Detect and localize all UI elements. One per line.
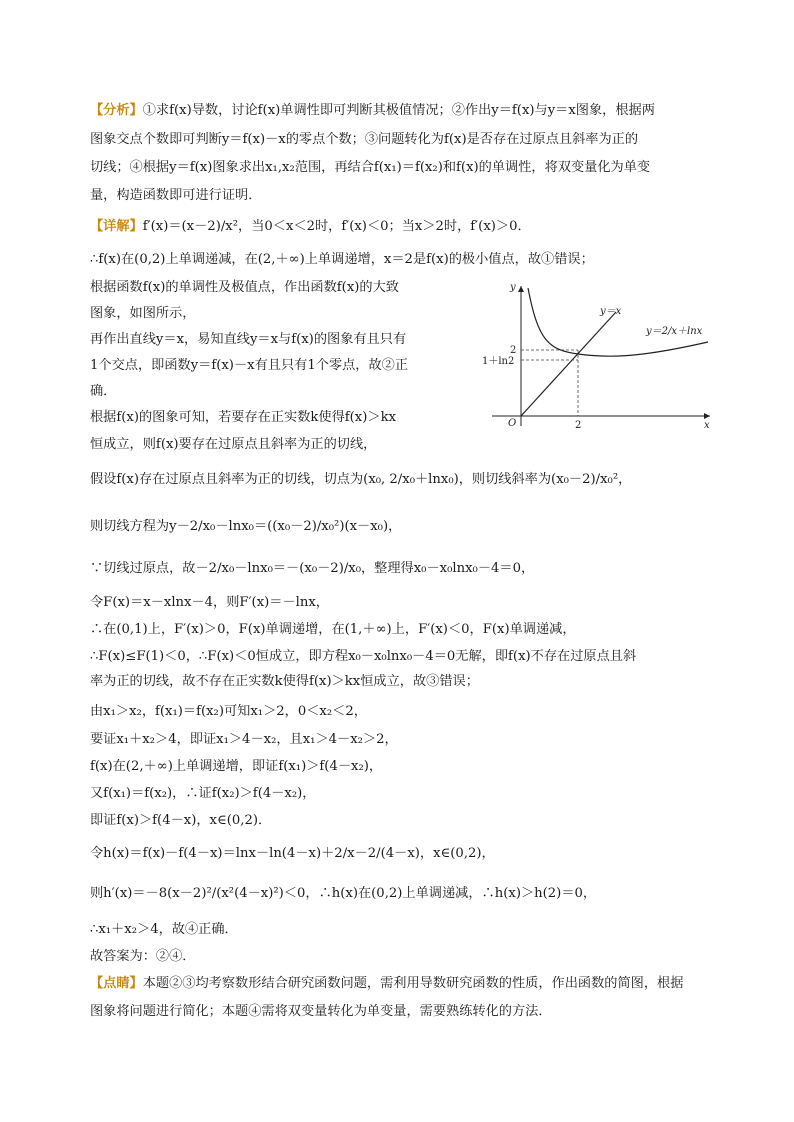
curve-label: y＝2/x＋lnx bbox=[646, 326, 703, 337]
curve-f bbox=[528, 288, 708, 356]
detail-line-11: 则切线方程为y－2/x₀－lnx₀＝((x₀－2)/x₀²)(x－x₀)， bbox=[90, 519, 402, 534]
detail-line-15: ∴F(x)≤F(1)＜0，∴F(x)＜0恒成立，即方程x₀－x₀lnx₀－4＝0无解，即f(x)不存在过原点且斜 bbox=[90, 649, 637, 664]
comment-line-2: 图象将问题进行简化；本题④需将双变量转化为单变量，需要熟练转化的方法． bbox=[90, 1004, 552, 1019]
detail-line-17: 由x₁＞x₂，f(x₁)＝f(x₂)可知x₁＞2，0＜x₂＜2， bbox=[90, 704, 367, 719]
detail-line-4: 图象，如图所示， bbox=[90, 306, 196, 321]
detail-line-8: 根据f(x)的图象可知，若要存在正实数k使得f(x)＞kx bbox=[90, 410, 397, 425]
detail-tag: 【详解】 bbox=[90, 219, 143, 234]
answer-line: 故答案为：②④． bbox=[90, 949, 196, 964]
graph-svg bbox=[478, 280, 718, 430]
detail-line-3: 根据函数f(x)的单调性及极值点，作出函数f(x)的大致 bbox=[90, 280, 399, 295]
analysis-tag: 【分析】 bbox=[90, 103, 143, 118]
detail-line-22: 令h(x)＝f(x)－f(4－x)＝lnx－ln(4－x)＋2/x－2/(4－x)，x∈(0,2)， bbox=[90, 846, 495, 861]
tick-x-2: 2 bbox=[575, 420, 582, 430]
y-axis-arrow bbox=[518, 286, 524, 292]
analysis-line-4: 量，构造函数即可进行证明． bbox=[90, 188, 262, 203]
analysis-line-3: 切线；④根据y＝f(x)图象求出x₁,x₂范围，再结合f(x₁)＝f(x₂)和f(x)的单调性，将双变量化为单变 bbox=[90, 160, 651, 175]
tick-y-1-plus-ln2: 1＋ln2 bbox=[482, 356, 515, 367]
detail-line-2: ∴f(x)在(0,2)上单调递减，在(2,＋∞)上单调递增，x＝2是f(x)的极小值点，故①错误； bbox=[90, 252, 594, 267]
detail-line-23: 则h′(x)＝－8(x－2)²/(x²(4－x)²)＜0，∴h(x)在(0,2)上单调递减，∴h(x)＞h(2)＝0， bbox=[90, 886, 597, 901]
detail-line-10: 假设f(x)存在过原点且斜率为正的切线，切点为(x₀, 2/x₀＋lnx₀)，则切线斜率为(x₀－2)/x₀²， bbox=[90, 472, 632, 487]
function-graph bbox=[478, 280, 718, 430]
origin-label: O bbox=[508, 418, 517, 429]
detail-line-24: ∴x₁＋x₂＞4，故④正确． bbox=[90, 922, 238, 937]
y-axis-label: y bbox=[510, 282, 516, 293]
line-y-equals-x bbox=[521, 312, 616, 416]
detail-line-7: 确． bbox=[90, 384, 117, 399]
detail-line-14: ∴在(0,1)上，F′(x)＞0，F(x)单调递增，在(1,＋∞)上，F′(x)＜0，F(x)单调递减， bbox=[90, 622, 576, 637]
comment-tag: 【点睛】 bbox=[90, 976, 143, 991]
detail-line-21: 即证f(x)＞f(4－x)，x∈(0,2)． bbox=[90, 813, 272, 828]
detail-line-5: 再作出直线y＝x，易知直线y＝x与f(x)的图象有且只有 bbox=[90, 332, 407, 347]
line-label: y＝x bbox=[600, 306, 622, 317]
detail-line-6: 1个交点，即函数y＝f(x)－x有且只有1个零点，故②正 bbox=[90, 358, 409, 373]
x-axis-arrow bbox=[704, 413, 710, 419]
detail-line-1: 【详解】f′(x)＝(x－2)/x²，当0＜x＜2时，f′(x)＜0；当x＞2时，f′(x)＞0． bbox=[90, 219, 531, 234]
detail-line-20: 又f(x₁)＝f(x₂)，∴证f(x₂)＞f(4－x₂)， bbox=[90, 786, 316, 801]
detail-line-19: f(x)在(2,＋∞)上单调递增，即证f(x₁)＞f(4－x₂)， bbox=[90, 759, 383, 774]
detail-line-13: 令F(x)＝x－xlnx－4，则F′(x)＝－lnx， bbox=[90, 595, 329, 610]
tick-y-2: 2 bbox=[510, 345, 517, 356]
detail-line-9: 恒成立，则f(x)要存在过原点且斜率为正的切线， bbox=[90, 437, 377, 452]
detail-line-18: 要证x₁＋x₂＞4，即证x₁＞4－x₂，且x₁＞4－x₂＞2， bbox=[90, 732, 398, 747]
x-axis-label: x bbox=[704, 420, 710, 430]
comment-line-1: 【点睛】本题②③均考察数形结合研究函数问题，需利用导数研究函数的性质，作出函数的简图，根据 bbox=[90, 976, 684, 991]
analysis-line-2: 图象交点个数即可判断y＝f(x)－x的零点个数；③问题转化为f(x)是否存在过原点且斜率为正的 bbox=[90, 132, 639, 147]
detail-line-16: 率为正的切线，故不存在正实数k使得f(x)＞kx恒成立，故③错误； bbox=[90, 674, 479, 689]
analysis-line-1: 【分析】①求f(x)导数，讨论f(x)单调性即可判断其极值情况；②作出y＝f(x)与y＝x图象，根据两 bbox=[90, 103, 655, 118]
detail-line-12: ∵切线过原点，故－2/x₀－lnx₀＝－(x₀－2)/x₀，整理得x₀－x₀lnx₀－4＝0， bbox=[90, 561, 535, 576]
